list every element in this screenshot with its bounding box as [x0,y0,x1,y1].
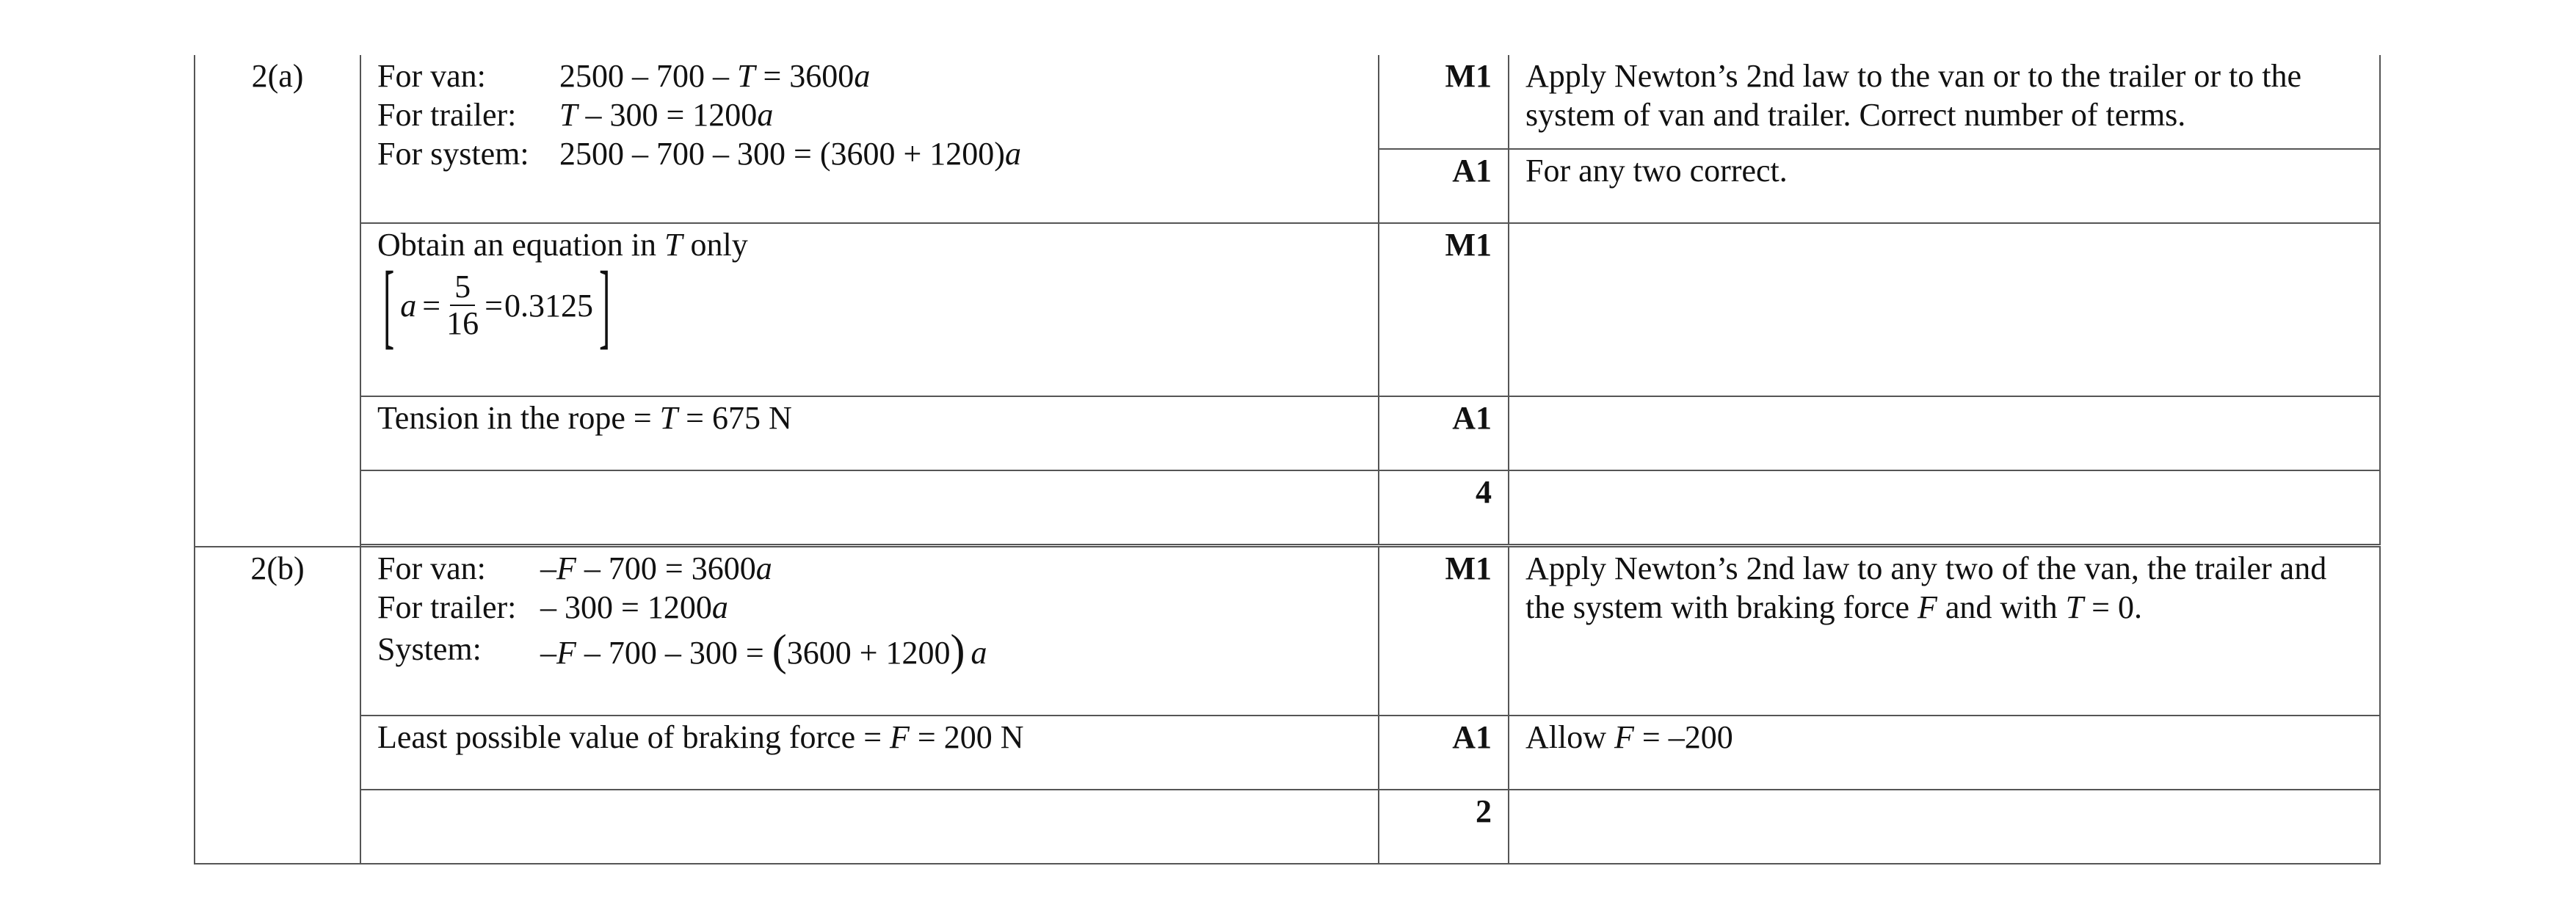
equation-in-T-text [377,225,1378,264]
fraction-numerator: 5 [450,269,475,306]
q2b-row-equations [195,547,2380,716]
text-part: = 200 N [909,719,1024,755]
trailer-equation-2b [377,588,1378,627]
q2a-row-equation-T [195,223,2380,396]
question-cell-2b [195,547,360,864]
var-T: T [659,400,678,436]
left-paren: ( [772,626,787,674]
var-F: F [556,550,576,586]
right-paren: ) [950,626,965,674]
trailer-eq-part: – 300 = 1200 [577,97,758,133]
text-part: Least possible value of braking force = [377,719,890,755]
text-part: Allow [1525,719,1614,755]
system-label: For system: [377,136,529,172]
mark-m1-2b: M1 [1379,547,1509,716]
equals-sign: = [422,287,441,324]
var-a: a [970,635,987,671]
var-F: F [1917,589,1937,625]
var-F: F [1614,719,1634,755]
fraction-5-16 [446,269,479,341]
minus-sign: – [540,635,556,671]
trailer-label: For trailer: [377,97,517,133]
var-F: F [556,635,576,671]
system-inner: 3600 + 1200 [786,635,951,671]
var-a: a [711,589,728,625]
var-T: T [2065,589,2084,625]
minus-sign: – [540,550,556,586]
text-part: and with [1937,589,2066,625]
mark-scheme-table [194,55,2381,864]
van-equation-2a [377,57,1378,95]
mark-a1-2a: A1 [1379,149,1509,223]
decimal-value: 0.3125 [504,287,593,324]
trailer-eq-part: – 300 = 1200 [540,589,712,625]
answer-tension [360,396,1379,470]
var-a: a [400,287,417,324]
mark-m1-2a: M1 [1379,55,1509,149]
mark-a1-tension: A1 [1379,396,1509,470]
guidance-tension [1509,396,2380,470]
mark-m1-equation-T: M1 [1379,223,1509,396]
answer-equations-2a [360,55,1379,223]
text-part: Obtain an equation in [377,227,665,263]
system-equation-2a [377,134,1378,173]
q2a-row-equations [195,55,2380,149]
var-a: a [854,58,871,94]
trailer-equation-2a [377,95,1378,134]
system-label: System: [377,631,482,667]
question-label-2b: 2(b) [250,550,305,586]
answer-equation-T [360,223,1379,396]
total-marks-2a: 4 [1379,470,1509,545]
var-a: a [1004,136,1021,172]
answer-braking-force [360,716,1379,790]
var-T: T [737,58,755,94]
text-part: = 675 N [678,400,792,436]
q2b-row-total [195,790,2380,864]
system-eq-part: – 700 – 300 = [576,635,772,671]
acceleration-fraction [377,252,616,358]
van-label: For van: [377,550,486,586]
left-bracket: [ [383,252,395,358]
guidance-m1-2a: Apply Newton’s 2nd law to the van or to the trailer or to the system of van and trailer. Correct number of terms. [1509,55,2380,149]
mark-a1-2b: A1 [1379,716,1509,790]
var-F: F [890,719,910,755]
answer-empty-2b [360,790,1379,864]
system-eq-part: 2500 – 700 – 300 = (3600 + 1200) [559,136,1005,172]
question-label-2a: 2(a) [251,58,304,94]
guidance-a1-2a: For any two correct. [1509,149,2380,223]
van-eq-part: = 3600 [755,58,855,94]
answer-empty-2a [360,470,1379,545]
q2b-row-braking-force [195,716,2380,790]
total-marks-2b: 2 [1379,790,1509,864]
text-part: only [682,227,748,263]
right-bracket: ] [599,252,611,358]
guidance-empty-2b [1509,790,2380,864]
van-equation-2b [377,549,1378,588]
text-part: = 0. [2083,589,2142,625]
trailer-label: For trailer: [377,589,517,625]
system-equation-2b [377,626,1378,674]
q2a-row-total [195,470,2380,545]
guidance-m1-2b [1509,547,2380,716]
q2a-row-tension [195,396,2380,470]
question-cell-2a [195,55,360,547]
text-part: Apply Newton’s 2nd law to any two of the van, the trailer and the system with braking force [1525,550,2327,625]
answer-equations-2b [360,547,1379,716]
van-eq-part: – 700 = 3600 [576,550,756,586]
guidance-a1-2b [1509,716,2380,790]
van-label: For van: [377,58,486,94]
equals-sign: = [485,287,503,324]
var-T: T [559,97,578,133]
van-eq-part: 2500 – 700 – [559,58,737,94]
var-T: T [664,227,683,263]
text-part: = –200 [1633,719,1733,755]
var-a: a [755,550,772,586]
guidance-equation-T [1509,223,2380,396]
text-part: Tension in the rope = [377,400,660,436]
fraction-denominator: 16 [446,305,479,341]
guidance-empty-2a [1509,470,2380,545]
var-a: a [757,97,774,133]
